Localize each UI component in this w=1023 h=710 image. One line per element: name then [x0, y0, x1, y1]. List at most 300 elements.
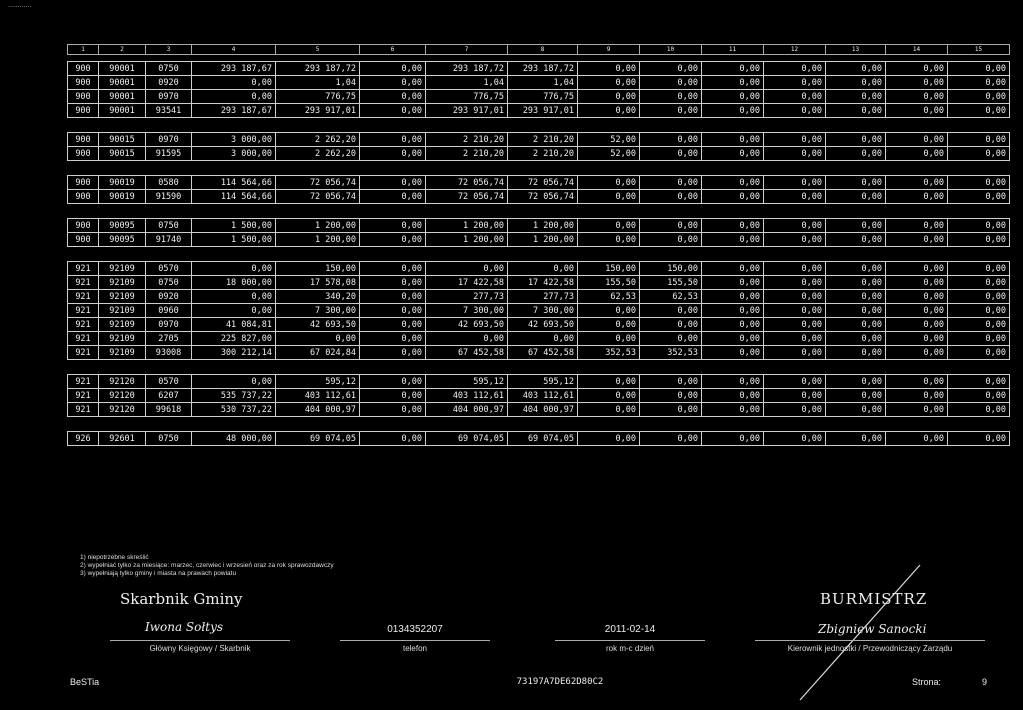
- cell-amount: 1,04: [276, 76, 360, 90]
- cell-amount: 0,00: [578, 219, 640, 233]
- cell-amount: 0,00: [640, 432, 702, 446]
- table-row: [68, 262, 1010, 276]
- cell-amount: 42 693,50: [508, 318, 578, 332]
- column-number: 12: [764, 45, 826, 55]
- group-separator: [68, 55, 1010, 62]
- cell-amount: 0,00: [826, 147, 886, 161]
- cell-amount: 0,00: [826, 304, 886, 318]
- burmistrz-title: BURMISTRZ: [820, 590, 928, 608]
- cell-amount: 114 564,66: [192, 190, 276, 204]
- cell-amount: 0,00: [640, 403, 702, 417]
- cell-paragraf: 93541: [146, 104, 192, 118]
- table-row: [68, 176, 1010, 190]
- cell-paragraf: 0970: [146, 90, 192, 104]
- cell-amount: 0,00: [702, 290, 764, 304]
- cell-amount: 403 112,61: [426, 389, 508, 403]
- cell-amount: 0,00: [578, 104, 640, 118]
- cell-amount: 41 084,81: [192, 318, 276, 332]
- cell-amount: 7 300,00: [508, 304, 578, 318]
- cell-amount: 0,00: [948, 304, 1010, 318]
- cell-amount: 155,50: [578, 276, 640, 290]
- cell-amount: 0,00: [886, 219, 948, 233]
- cell-amount: 0,00: [702, 190, 764, 204]
- cell-amount: 0,00: [948, 290, 1010, 304]
- cell-amount: 0,00: [640, 176, 702, 190]
- cell-amount: 352,53: [640, 346, 702, 360]
- cell-amount: 0,00: [578, 176, 640, 190]
- cell-amount: 0,00: [702, 147, 764, 161]
- cell-amount: 404 000,97: [426, 403, 508, 417]
- cell-amount: 0,00: [702, 176, 764, 190]
- cell-rozdzial: 92109: [99, 304, 146, 318]
- cell-amount: 0,00: [764, 62, 826, 76]
- cell-paragraf: 0580: [146, 176, 192, 190]
- cell-amount: 72 056,74: [508, 190, 578, 204]
- cell-amount: 0,00: [886, 190, 948, 204]
- cell-amount: 0,00: [826, 432, 886, 446]
- cell-amount: 0,00: [360, 389, 426, 403]
- cell-amount: 776,75: [276, 90, 360, 104]
- cell-amount: 0,00: [948, 276, 1010, 290]
- cell-amount: 0,00: [948, 104, 1010, 118]
- cell-amount: 0,00: [764, 432, 826, 446]
- cell-dzial: 900: [68, 147, 99, 161]
- cell-amount: 0,00: [360, 276, 426, 290]
- cell-amount: 0,00: [826, 262, 886, 276]
- cell-amount: 0,00: [640, 104, 702, 118]
- footer-page-label: Strona:: [912, 677, 942, 687]
- cell-paragraf: 6207: [146, 389, 192, 403]
- cell-amount: 0,00: [886, 104, 948, 118]
- cell-amount: 1 200,00: [426, 219, 508, 233]
- cell-amount: 0,00: [764, 332, 826, 346]
- table-row: [68, 104, 1010, 118]
- cell-amount: 0,00: [948, 176, 1010, 190]
- cell-amount: 0,00: [948, 346, 1010, 360]
- cell-amount: 69 074,05: [508, 432, 578, 446]
- cell-rozdzial: 92120: [99, 389, 146, 403]
- cell-paragraf: 0750: [146, 62, 192, 76]
- column-number: 7: [426, 45, 508, 55]
- cell-rozdzial: 90019: [99, 190, 146, 204]
- table-row: [68, 432, 1010, 446]
- cell-amount: 0,00: [948, 332, 1010, 346]
- cell-amount: 18 000,00: [192, 276, 276, 290]
- separator-cell: [68, 417, 1010, 432]
- cell-amount: 17 422,58: [426, 276, 508, 290]
- cell-dzial: 921: [68, 318, 99, 332]
- burmistrz-signature-line: [755, 640, 985, 641]
- cell-amount: 0,00: [948, 403, 1010, 417]
- cell-amount: 0,00: [702, 432, 764, 446]
- cell-amount: 150,00: [578, 262, 640, 276]
- cell-amount: 3 000,00: [192, 147, 276, 161]
- separator-cell: [68, 55, 1010, 62]
- cell-amount: 0,00: [360, 318, 426, 332]
- cell-amount: 1 200,00: [276, 219, 360, 233]
- cell-amount: 114 564,66: [192, 176, 276, 190]
- cell-amount: 0,00: [826, 233, 886, 247]
- cell-amount: 1 200,00: [508, 233, 578, 247]
- cell-paragraf: 0970: [146, 318, 192, 332]
- cell-amount: 0,00: [640, 62, 702, 76]
- cell-amount: 0,00: [948, 375, 1010, 389]
- cell-amount: 0,00: [826, 346, 886, 360]
- table-row: [68, 304, 1010, 318]
- cell-rozdzial: 90015: [99, 133, 146, 147]
- cell-amount: 0,00: [886, 76, 948, 90]
- cell-rozdzial: 90001: [99, 90, 146, 104]
- cell-amount: 0,00: [192, 76, 276, 90]
- cell-amount: 72 056,74: [426, 190, 508, 204]
- cell-rozdzial: 90095: [99, 233, 146, 247]
- cell-amount: 2 262,20: [276, 147, 360, 161]
- phone-label: telefon: [402, 644, 428, 653]
- cell-amount: 0,00: [886, 304, 948, 318]
- cell-amount: 0,00: [886, 332, 948, 346]
- cell-amount: 0,00: [764, 403, 826, 417]
- cell-amount: 1 200,00: [276, 233, 360, 247]
- cell-paragraf: 0750: [146, 276, 192, 290]
- column-number: 1: [68, 45, 99, 55]
- cell-amount: 0,00: [764, 262, 826, 276]
- cell-amount: 0,00: [640, 318, 702, 332]
- cell-amount: 1,04: [426, 76, 508, 90]
- table-row: [68, 190, 1010, 204]
- cell-amount: 277,73: [426, 290, 508, 304]
- cell-amount: 0,00: [702, 389, 764, 403]
- cell-rozdzial: 92109: [99, 276, 146, 290]
- cell-rozdzial: 92109: [99, 290, 146, 304]
- cell-rozdzial: 90001: [99, 76, 146, 90]
- cell-amount: 403 112,61: [276, 389, 360, 403]
- cell-amount: 0,00: [508, 262, 578, 276]
- table-row: [68, 90, 1010, 104]
- cell-paragraf: 93008: [146, 346, 192, 360]
- cell-amount: 72 056,74: [276, 190, 360, 204]
- cell-amount: 67 452,58: [508, 346, 578, 360]
- cell-amount: 0,00: [702, 90, 764, 104]
- cell-amount: 0,00: [886, 375, 948, 389]
- cell-amount: 0,00: [948, 262, 1010, 276]
- cell-amount: 0,00: [948, 190, 1010, 204]
- table-header-row: [68, 45, 1010, 55]
- cell-amount: 0,00: [764, 90, 826, 104]
- table-row: [68, 389, 1010, 403]
- cell-amount: 352,53: [578, 346, 640, 360]
- cell-amount: 150,00: [276, 262, 360, 276]
- cell-amount: 293 187,72: [426, 62, 508, 76]
- cell-paragraf: 0750: [146, 219, 192, 233]
- cell-amount: 0,00: [578, 318, 640, 332]
- cell-amount: 0,00: [578, 190, 640, 204]
- cell-paragraf: 0920: [146, 76, 192, 90]
- skarbnik-title: Skarbnik Gminy: [120, 590, 243, 608]
- cell-amount: 0,00: [360, 104, 426, 118]
- cell-amount: 0,00: [948, 62, 1010, 76]
- cell-amount: 0,00: [578, 233, 640, 247]
- cell-amount: 0,00: [948, 318, 1010, 332]
- cell-amount: 0,00: [360, 262, 426, 276]
- footnote-1: 1) niepotrzebne skreślić: [80, 554, 149, 561]
- cell-amount: 0,00: [578, 403, 640, 417]
- cell-amount: 293 187,72: [508, 62, 578, 76]
- cell-amount: 0,00: [886, 262, 948, 276]
- cell-amount: 0,00: [886, 403, 948, 417]
- cell-amount: 300 212,14: [192, 346, 276, 360]
- cell-amount: 0,00: [764, 219, 826, 233]
- cell-amount: 776,75: [508, 90, 578, 104]
- cell-amount: 0,00: [886, 233, 948, 247]
- cell-dzial: 921: [68, 262, 99, 276]
- cell-amount: 0,00: [640, 389, 702, 403]
- cell-amount: 0,00: [578, 90, 640, 104]
- cell-amount: 0,00: [764, 304, 826, 318]
- date-value: 2011-02-14: [604, 624, 656, 635]
- cell-rozdzial: 90001: [99, 62, 146, 76]
- cell-amount: 150,00: [640, 262, 702, 276]
- group-separator: [68, 204, 1010, 219]
- cell-amount: 0,00: [578, 304, 640, 318]
- cell-rozdzial: 92109: [99, 262, 146, 276]
- cell-amount: 52,00: [578, 133, 640, 147]
- top-corner-text: ............: [8, 2, 32, 9]
- cell-amount: 535 737,22: [192, 389, 276, 403]
- cell-amount: 340,20: [276, 290, 360, 304]
- cell-amount: 0,00: [360, 133, 426, 147]
- date-line: [555, 640, 705, 641]
- cell-paragraf: 91595: [146, 147, 192, 161]
- phone-line: [340, 640, 490, 641]
- cell-amount: 0,00: [886, 276, 948, 290]
- cell-amount: 0,00: [578, 432, 640, 446]
- cell-amount: 0,00: [640, 233, 702, 247]
- cell-amount: 0,00: [886, 133, 948, 147]
- cell-amount: 0,00: [764, 233, 826, 247]
- cell-dzial: 921: [68, 346, 99, 360]
- cell-amount: 293 917,01: [426, 104, 508, 118]
- footer-program-name: BeSTia: [70, 677, 100, 687]
- cell-amount: 0,00: [192, 290, 276, 304]
- cell-amount: 0,00: [360, 233, 426, 247]
- cell-amount: 0,00: [826, 104, 886, 118]
- cell-amount: 2 210,20: [426, 133, 508, 147]
- cell-paragraf: 0570: [146, 262, 192, 276]
- cell-rozdzial: 90001: [99, 104, 146, 118]
- cell-amount: 0,00: [948, 233, 1010, 247]
- cell-amount: 7 300,00: [426, 304, 508, 318]
- footer-page-number: 9: [982, 677, 988, 687]
- cell-amount: 42 693,50: [426, 318, 508, 332]
- burmistrz-role: Kierownik jednostki / Przewodniczący Zarządu: [787, 644, 953, 653]
- cell-amount: 0,00: [886, 290, 948, 304]
- cell-amount: 0,00: [508, 332, 578, 346]
- cell-amount: 0,00: [764, 190, 826, 204]
- cell-amount: 0,00: [360, 346, 426, 360]
- cell-amount: 155,50: [640, 276, 702, 290]
- group-separator: [68, 360, 1010, 375]
- table-row: [68, 403, 1010, 417]
- cell-amount: 0,00: [276, 332, 360, 346]
- cell-amount: 0,00: [764, 133, 826, 147]
- footnote-3: 3) wypełniają tylko gminy i miasta na prawach powiatu: [80, 570, 237, 577]
- cell-amount: 0,00: [640, 304, 702, 318]
- cell-amount: 69 074,05: [426, 432, 508, 446]
- cell-amount: 595,12: [426, 375, 508, 389]
- cell-amount: 0,00: [360, 190, 426, 204]
- cell-amount: 293 917,01: [276, 104, 360, 118]
- cell-dzial: 900: [68, 90, 99, 104]
- cell-amount: 1 200,00: [426, 233, 508, 247]
- cell-amount: 0,00: [886, 389, 948, 403]
- cell-amount: 0,00: [702, 332, 764, 346]
- column-number: 9: [578, 45, 640, 55]
- cell-paragraf: 0970: [146, 133, 192, 147]
- table-row: [68, 76, 1010, 90]
- skarbnik-signature-line: [110, 640, 290, 641]
- cell-amount: 0,00: [886, 62, 948, 76]
- cell-amount: 2 262,20: [276, 133, 360, 147]
- cell-rozdzial: 90015: [99, 147, 146, 161]
- cell-amount: 62,53: [640, 290, 702, 304]
- cell-amount: 776,75: [426, 90, 508, 104]
- skarbnik-signature: Iwona Sołtys: [145, 620, 224, 634]
- cell-amount: 0,00: [826, 276, 886, 290]
- cell-amount: 0,00: [826, 90, 886, 104]
- cell-amount: 0,00: [702, 346, 764, 360]
- cell-amount: 0,00: [360, 147, 426, 161]
- cell-paragraf: 2705: [146, 332, 192, 346]
- column-number: 2: [99, 45, 146, 55]
- cell-amount: 0,00: [826, 176, 886, 190]
- cell-amount: 0,00: [360, 290, 426, 304]
- group-separator: [68, 247, 1010, 262]
- cell-rozdzial: 92120: [99, 403, 146, 417]
- separator-cell: [68, 204, 1010, 219]
- cell-amount: 0,00: [886, 147, 948, 161]
- cell-amount: 0,00: [702, 76, 764, 90]
- cell-amount: 52,00: [578, 147, 640, 161]
- cell-amount: 0,00: [826, 76, 886, 90]
- cell-amount: 0,00: [702, 276, 764, 290]
- cell-amount: 0,00: [426, 332, 508, 346]
- group-separator: [68, 161, 1010, 176]
- cell-amount: 0,00: [764, 147, 826, 161]
- column-number: 4: [192, 45, 276, 55]
- cell-amount: 293 187,72: [276, 62, 360, 76]
- cell-amount: 0,00: [192, 304, 276, 318]
- cell-amount: 72 056,74: [426, 176, 508, 190]
- table-row: [68, 318, 1010, 332]
- cell-amount: 0,00: [640, 90, 702, 104]
- column-number: 15: [948, 45, 1010, 55]
- cell-amount: 0,00: [640, 147, 702, 161]
- cell-amount: 0,00: [948, 147, 1010, 161]
- table-row: [68, 346, 1010, 360]
- cell-dzial: 900: [68, 219, 99, 233]
- cell-amount: 72 056,74: [508, 176, 578, 190]
- cell-amount: 0,00: [826, 62, 886, 76]
- cell-amount: 0,00: [578, 375, 640, 389]
- cell-amount: 72 056,74: [276, 176, 360, 190]
- cell-paragraf: 91590: [146, 190, 192, 204]
- cell-amount: 48 000,00: [192, 432, 276, 446]
- cell-amount: 0,00: [948, 76, 1010, 90]
- cell-dzial: 900: [68, 62, 99, 76]
- cell-amount: 0,00: [948, 432, 1010, 446]
- cell-amount: 0,00: [360, 304, 426, 318]
- cell-rozdzial: 92109: [99, 346, 146, 360]
- cell-amount: 0,00: [886, 318, 948, 332]
- cell-amount: 1 500,00: [192, 233, 276, 247]
- cell-amount: 1 500,00: [192, 219, 276, 233]
- cell-dzial: 921: [68, 276, 99, 290]
- cell-amount: 0,00: [886, 432, 948, 446]
- cell-amount: 0,00: [702, 403, 764, 417]
- cell-dzial: 921: [68, 403, 99, 417]
- column-number: 14: [886, 45, 948, 55]
- cell-amount: 404 000,97: [508, 403, 578, 417]
- separator-cell: [68, 161, 1010, 176]
- cell-dzial: 921: [68, 389, 99, 403]
- cell-dzial: 900: [68, 233, 99, 247]
- cell-amount: 530 737,22: [192, 403, 276, 417]
- cell-amount: 0,00: [702, 133, 764, 147]
- column-number: 8: [508, 45, 578, 55]
- cell-amount: 0,00: [360, 332, 426, 346]
- cell-amount: 0,00: [764, 318, 826, 332]
- cell-rozdzial: 90019: [99, 176, 146, 190]
- cell-amount: 0,00: [764, 176, 826, 190]
- cell-amount: 0,00: [360, 432, 426, 446]
- cell-dzial: 900: [68, 104, 99, 118]
- column-number: 10: [640, 45, 702, 55]
- cell-amount: 2 210,20: [508, 133, 578, 147]
- table-row: [68, 276, 1010, 290]
- cell-amount: 0,00: [360, 90, 426, 104]
- cell-amount: 0,00: [826, 290, 886, 304]
- cell-amount: 0,00: [886, 346, 948, 360]
- cell-amount: 0,00: [764, 104, 826, 118]
- footnotes: [80, 554, 334, 578]
- cell-amount: 0,00: [192, 375, 276, 389]
- cell-amount: 404 000,97: [276, 403, 360, 417]
- cell-dzial: 900: [68, 76, 99, 90]
- cell-amount: 0,00: [702, 233, 764, 247]
- cell-amount: 0,00: [360, 219, 426, 233]
- separator-cell: [68, 247, 1010, 262]
- cell-rozdzial: 92109: [99, 318, 146, 332]
- cell-amount: 0,00: [948, 133, 1010, 147]
- table-row: [68, 375, 1010, 389]
- cell-amount: 0,00: [640, 219, 702, 233]
- cell-paragraf: 0570: [146, 375, 192, 389]
- cell-dzial: 921: [68, 375, 99, 389]
- cell-amount: 0,00: [826, 190, 886, 204]
- cell-amount: 0,00: [764, 375, 826, 389]
- date-label: rok m-c dzień: [605, 644, 654, 653]
- cell-amount: 2 210,20: [426, 147, 508, 161]
- cell-amount: 1,04: [508, 76, 578, 90]
- table-row: [68, 233, 1010, 247]
- table-row: [68, 62, 1010, 76]
- cell-amount: 0,00: [826, 403, 886, 417]
- cell-amount: 69 074,05: [276, 432, 360, 446]
- cell-amount: 595,12: [508, 375, 578, 389]
- cell-amount: 0,00: [948, 90, 1010, 104]
- column-number: 6: [360, 45, 426, 55]
- cell-paragraf: 0920: [146, 290, 192, 304]
